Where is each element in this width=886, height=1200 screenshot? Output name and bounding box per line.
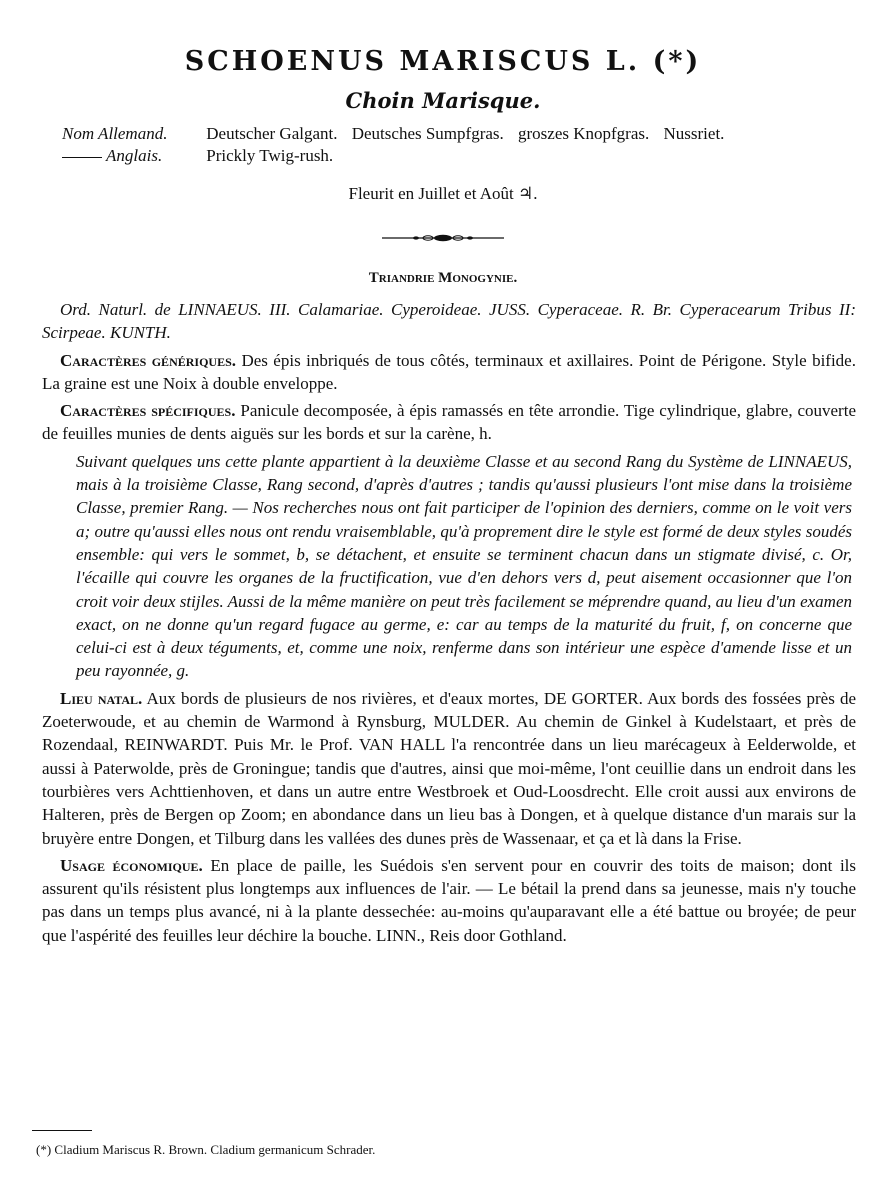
footnote: (*) Cladium Mariscus R. Brown. Cladium germanicum Schrader. bbox=[36, 1142, 376, 1157]
order-paragraph: Ord. Naturl. de LINNAEUS. III. Calamariae. Cyperoideae. JUSS. Cyperaceae. R. Br. Cyperacearum Tribus II: Scirpeae. KUNTH. bbox=[42, 300, 856, 343]
habitat-paragraph bbox=[42, 687, 856, 850]
english-name: Prickly Twig-rush. bbox=[206, 146, 334, 165]
flowering-line: Fleurit en Juillet et Août ♃. bbox=[348, 184, 538, 203]
german-label: Nom Allemand. bbox=[62, 124, 168, 143]
german-name-3: groszes Knopfgras. bbox=[518, 124, 650, 143]
page-title: SCHOENUS MARISCUS L. (*) bbox=[184, 46, 702, 77]
english-label-wrap bbox=[62, 146, 202, 166]
usage-label: Usage économique. bbox=[60, 855, 203, 875]
german-names-row bbox=[62, 124, 734, 146]
specific-paragraph bbox=[42, 399, 856, 446]
note-paragraph: Suivant quelques uns cette plante appartient à la deuxième Classe et au second Rang du Système de LINNAEUS, mais à la troisième Classe, Rang second, d'après d'autres ; tandis qu'aussi plusieurs l'ont mise dans la troisième Classe, premier Rang. — Nos recherches nous ont fait participer de l'opinion des derniers, comme on le voit vers a; outre qu'aussi elles nous ont rendu vraisemblable, qu'à proprement dire le style est formé de deux styles soudés ensemble: qui vers le sommet, b, se détachent, et ensuite se terminent chacun dans un stigmate divisé, c. Or, l'écaille qui couvre les organes de la fructification, vue d'en dehors vers d, peut aisement occasionner que l'on croit voir deux stijles. Aussi de la même manière on peut très facilement se méprendre quand, au lieu d'un examen exact, on ne donne qu'un regard fugace au germe, e: car au temps de la maturité du fruit, f, on concerne que celui-ci est à deux téguments, et, comme une noix, renferme dans son intérieur une espèce d'amende lisse et un peu rayonnée, g. bbox=[76, 451, 852, 681]
german-name-4: Nussriet. bbox=[663, 124, 725, 143]
section-title: Triandrie Monogynie. bbox=[368, 270, 518, 286]
common-names bbox=[62, 124, 734, 168]
body-text bbox=[42, 298, 856, 951]
german-name-1: Deutscher Galgant. bbox=[206, 124, 338, 143]
english-label: Anglais. bbox=[106, 146, 163, 165]
page-subtitle: Choin Marisque. bbox=[345, 88, 541, 113]
usage-paragraph bbox=[42, 854, 856, 947]
habitat-label: Lieu natal. bbox=[60, 688, 143, 708]
footnote-rule bbox=[32, 1130, 92, 1131]
usage-text: En place de paille, les Suédois s'en servent pour en couvrir des toits de maison; dont ils assurent qu'ils résistent plus longtemps aux influences de l'air. — Le bétail la prend dans sa jeunesse, mais n'y touche pas dans un temps plus avancé, ni à la plante dessechée: au-moins qu'auparavant elle a été battue ou broyée; de peur que l'aspérité des feuilles leur déchire la bouche. LINN., Reis door Gothland. bbox=[42, 855, 857, 945]
ditto-dash bbox=[62, 157, 102, 158]
generic-label: Caractères génériques. bbox=[60, 350, 236, 370]
english-names-row bbox=[62, 146, 734, 168]
generic-paragraph bbox=[42, 349, 856, 396]
generic-text: Des épis inbriqués de tous côtés, terminaux et axillaires. Point de Périgone. Style bifide. La graine est une Noix à double enveloppe. bbox=[42, 350, 856, 393]
habitat-text: Aux bords de plusieurs de nos rivières, et d'eaux mortes, DE GORTER. Aux bords des fossées près de Zoeterwoude, et au chemin de Warmond à Rynsburg, MULDER. Au chemin de Ginkel à Kudelstaart, et près de Rozendaal, REINWARDT. Puis Mr. le Prof. VAN HALL l'a rencontrée dans un lieu marécageux à Eelderwolde, et aussi à Paterwolde, près de Groningue; tandis que d'autres, ainsi que moi-même, l'ont ceuillie dans un endroit dans les tourbières vers Achttienhoven, et dans un autre entre Westbroek et Oud-Loosdrecht. Elle croit aussi aux environs de Halteren, près de Bergen op Zoom; en abondance dans un lieu bas à Dongen, et à quelque distance d'un marais sur la bruyère entre Dongen, et Tilburg dans les vallées des dunes près de Wassenaar, et ça et là dans la Frise. bbox=[42, 688, 857, 848]
german-name-2: Deutsches Sumpfgras. bbox=[351, 124, 504, 143]
ornament-divider bbox=[380, 232, 506, 244]
specific-text: Panicule decomposée, à épis ramassés en tête arrondie. Tige cylindrique, glabre, couverte de feuilles munies de dents aiguës sur les bords et sur la carène, h. bbox=[42, 401, 856, 444]
specific-label: Caractères spécifiques. bbox=[60, 401, 236, 421]
